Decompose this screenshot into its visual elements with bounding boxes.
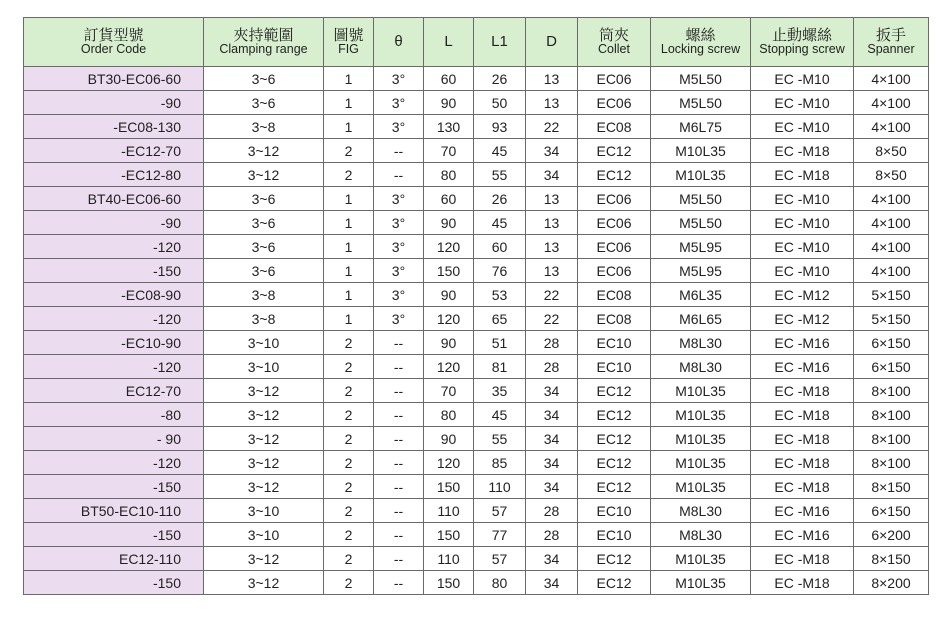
collet-cell: EC12: [578, 451, 651, 475]
collet-cell: EC08: [578, 307, 651, 331]
spanner-cell: 6×150: [854, 331, 929, 355]
locking-screw-cell: M10L35: [651, 139, 751, 163]
l-cell: 120: [424, 307, 474, 331]
order-code-cell: -150: [24, 475, 204, 499]
table-row: [24, 403, 929, 427]
fig-cell: 2: [324, 475, 374, 499]
stopping-screw-cell: EC -M16: [751, 355, 854, 379]
locking-screw-cell: M8L30: [651, 499, 751, 523]
order-code-cell: - 90: [24, 427, 204, 451]
locking-screw-cell: M10L35: [651, 379, 751, 403]
table-row: [24, 427, 929, 451]
d-cell: 13: [526, 211, 578, 235]
collet-cell: EC12: [578, 571, 651, 595]
order-code-cell: -120: [24, 355, 204, 379]
theta-cell: 3°: [374, 259, 424, 283]
d-cell: 34: [526, 547, 578, 571]
stopping-screw-cell: EC -M18: [751, 427, 854, 451]
locking-screw-cell: M5L50: [651, 67, 751, 91]
spanner-cell: 8×150: [854, 547, 929, 571]
table-row: [24, 67, 929, 91]
l-cell: 90: [424, 211, 474, 235]
order-code-cell: BT30-EC06-60: [24, 67, 204, 91]
fig-cell: 1: [324, 67, 374, 91]
fig-cell: 1: [324, 211, 374, 235]
clamping-range-cell: 3~10: [204, 331, 324, 355]
l-cell: 110: [424, 499, 474, 523]
l-cell: 90: [424, 283, 474, 307]
header-clamping-en: Clamping range: [219, 42, 308, 57]
header-order-code-en: Order Code: [80, 42, 147, 57]
l-cell: 70: [424, 379, 474, 403]
l1-cell: 57: [474, 499, 526, 523]
fig-cell: 2: [324, 331, 374, 355]
spanner-cell: 4×100: [854, 235, 929, 259]
order-code-cell: -150: [24, 571, 204, 595]
header-theta: [374, 18, 424, 67]
collet-cell: EC06: [578, 67, 651, 91]
header-order-code: [24, 18, 204, 67]
header-d-label: D: [546, 32, 557, 50]
fig-cell: 1: [324, 115, 374, 139]
table-row: [24, 475, 929, 499]
d-cell: 34: [526, 451, 578, 475]
order-code-cell: EC12-70: [24, 379, 204, 403]
spanner-cell: 4×100: [854, 211, 929, 235]
l-cell: 90: [424, 427, 474, 451]
theta-cell: 3°: [374, 283, 424, 307]
theta-cell: --: [374, 139, 424, 163]
spanner-cell: 4×100: [854, 67, 929, 91]
d-cell: 13: [526, 259, 578, 283]
table-row: [24, 451, 929, 475]
stopping-screw-cell: EC -M16: [751, 499, 854, 523]
collet-cell: EC06: [578, 259, 651, 283]
spanner-cell: 8×100: [854, 379, 929, 403]
stopping-screw-cell: EC -M10: [751, 211, 854, 235]
l-cell: 90: [424, 91, 474, 115]
collet-cell: EC08: [578, 115, 651, 139]
table-row: [24, 211, 929, 235]
clamping-range-cell: 3~10: [204, 499, 324, 523]
table-row: [24, 115, 929, 139]
l1-cell: 76: [474, 259, 526, 283]
table-row: [24, 283, 929, 307]
collet-cell: EC06: [578, 187, 651, 211]
collet-cell: EC12: [578, 475, 651, 499]
fig-cell: 2: [324, 571, 374, 595]
locking-screw-cell: M5L50: [651, 211, 751, 235]
l1-cell: 55: [474, 427, 526, 451]
d-cell: 34: [526, 403, 578, 427]
l-cell: 150: [424, 571, 474, 595]
fig-cell: 2: [324, 499, 374, 523]
l1-cell: 45: [474, 403, 526, 427]
fig-cell: 1: [324, 283, 374, 307]
l1-cell: 26: [474, 67, 526, 91]
l1-cell: 93: [474, 115, 526, 139]
l-cell: 70: [424, 139, 474, 163]
stopping-screw-cell: EC -M18: [751, 403, 854, 427]
collet-cell: EC10: [578, 499, 651, 523]
table-row: [24, 523, 929, 547]
spanner-cell: 4×100: [854, 259, 929, 283]
stopping-screw-cell: EC -M10: [751, 235, 854, 259]
stopping-screw-cell: EC -M10: [751, 91, 854, 115]
table-row: [24, 139, 929, 163]
theta-cell: 3°: [374, 187, 424, 211]
locking-screw-cell: M6L65: [651, 307, 751, 331]
collet-cell: EC12: [578, 139, 651, 163]
header-fig: [324, 18, 374, 67]
l1-cell: 110: [474, 475, 526, 499]
fig-cell: 1: [324, 187, 374, 211]
spanner-cell: 8×50: [854, 139, 929, 163]
l-cell: 120: [424, 355, 474, 379]
order-code-cell: -120: [24, 307, 204, 331]
clamping-range-cell: 3~12: [204, 571, 324, 595]
l1-cell: 77: [474, 523, 526, 547]
l-cell: 60: [424, 67, 474, 91]
locking-screw-cell: M10L35: [651, 475, 751, 499]
collet-cell: EC10: [578, 331, 651, 355]
clamping-range-cell: 3~8: [204, 307, 324, 331]
l1-cell: 85: [474, 451, 526, 475]
stopping-screw-cell: EC -M18: [751, 571, 854, 595]
collet-cell: EC10: [578, 355, 651, 379]
spanner-cell: 8×200: [854, 571, 929, 595]
header-d: [526, 18, 578, 67]
fig-cell: 1: [324, 235, 374, 259]
l-cell: 120: [424, 451, 474, 475]
fig-cell: 2: [324, 379, 374, 403]
locking-screw-cell: M10L35: [651, 427, 751, 451]
order-code-cell: -120: [24, 451, 204, 475]
header-collet-cn: 筒夾: [598, 25, 629, 44]
order-code-cell: -EC12-70: [24, 139, 204, 163]
l1-cell: 45: [474, 139, 526, 163]
order-code-cell: EC12-110: [24, 547, 204, 571]
l1-cell: 26: [474, 187, 526, 211]
stopping-screw-cell: EC -M18: [751, 451, 854, 475]
table-row: [24, 499, 929, 523]
l-cell: 150: [424, 475, 474, 499]
clamping-range-cell: 3~6: [204, 259, 324, 283]
d-cell: 34: [526, 571, 578, 595]
clamping-range-cell: 3~6: [204, 187, 324, 211]
collet-cell: EC06: [578, 91, 651, 115]
clamping-range-cell: 3~12: [204, 379, 324, 403]
clamping-range-cell: 3~12: [204, 427, 324, 451]
l1-cell: 80: [474, 571, 526, 595]
stopping-screw-cell: EC -M10: [751, 259, 854, 283]
locking-screw-cell: M10L35: [651, 451, 751, 475]
order-code-cell: -80: [24, 403, 204, 427]
header-l-label: L: [444, 32, 453, 50]
locking-screw-cell: M8L30: [651, 355, 751, 379]
stopping-screw-cell: EC -M18: [751, 139, 854, 163]
d-cell: 22: [526, 307, 578, 331]
l-cell: 130: [424, 115, 474, 139]
d-cell: 34: [526, 427, 578, 451]
theta-cell: --: [374, 547, 424, 571]
header-fig-en: FIG: [338, 42, 359, 57]
header-stopping-screw: [751, 18, 854, 67]
d-cell: 28: [526, 499, 578, 523]
collet-cell: EC12: [578, 163, 651, 187]
d-cell: 28: [526, 331, 578, 355]
header-clamping-cn: 夾持範圍: [233, 25, 294, 44]
stopping-screw-cell: EC -M16: [751, 331, 854, 355]
spanner-cell: 4×100: [854, 91, 929, 115]
clamping-range-cell: 3~12: [204, 475, 324, 499]
theta-cell: --: [374, 451, 424, 475]
order-code-cell: -EC12-80: [24, 163, 204, 187]
spanner-cell: 6×150: [854, 499, 929, 523]
d-cell: 34: [526, 475, 578, 499]
table-header: [24, 18, 929, 67]
table-row: [24, 571, 929, 595]
header-l1: [474, 18, 526, 67]
clamping-range-cell: 3~10: [204, 355, 324, 379]
clamping-range-cell: 3~6: [204, 67, 324, 91]
l-cell: 80: [424, 403, 474, 427]
table-row: [24, 547, 929, 571]
spanner-cell: 4×100: [854, 115, 929, 139]
locking-screw-cell: M10L35: [651, 547, 751, 571]
order-code-cell: -EC10-90: [24, 331, 204, 355]
stopping-screw-cell: EC -M10: [751, 67, 854, 91]
fig-cell: 2: [324, 355, 374, 379]
collet-cell: EC12: [578, 547, 651, 571]
locking-screw-cell: M5L95: [651, 259, 751, 283]
stopping-screw-cell: EC -M12: [751, 283, 854, 307]
order-code-cell: -150: [24, 259, 204, 283]
locking-screw-cell: M6L75: [651, 115, 751, 139]
l1-cell: 50: [474, 91, 526, 115]
locking-screw-cell: M10L35: [651, 571, 751, 595]
locking-screw-cell: M8L30: [651, 523, 751, 547]
header-spanner-cn: 扳手: [875, 25, 906, 44]
collet-cell: EC06: [578, 235, 651, 259]
spanner-cell: 5×150: [854, 283, 929, 307]
clamping-range-cell: 3~12: [204, 139, 324, 163]
locking-screw-cell: M5L50: [651, 91, 751, 115]
collet-cell: EC12: [578, 427, 651, 451]
l-cell: 90: [424, 331, 474, 355]
spanner-cell: 8×100: [854, 403, 929, 427]
theta-cell: --: [374, 355, 424, 379]
clamping-range-cell: 3~12: [204, 547, 324, 571]
stopping-screw-cell: EC -M10: [751, 115, 854, 139]
table-row: [24, 163, 929, 187]
fig-cell: 1: [324, 307, 374, 331]
l1-cell: 65: [474, 307, 526, 331]
table-row: [24, 379, 929, 403]
l1-cell: 35: [474, 379, 526, 403]
locking-screw-cell: M10L35: [651, 163, 751, 187]
header-collet: [578, 18, 651, 67]
theta-cell: 3°: [374, 307, 424, 331]
fig-cell: 2: [324, 139, 374, 163]
fig-cell: 2: [324, 163, 374, 187]
order-code-cell: -150: [24, 523, 204, 547]
d-cell: 28: [526, 523, 578, 547]
locking-screw-cell: M5L50: [651, 187, 751, 211]
header-stopping-en: Stopping screw: [759, 42, 845, 57]
header-locking-cn: 螺絲: [685, 25, 716, 44]
clamping-range-cell: 3~10: [204, 523, 324, 547]
collet-cell: EC12: [578, 379, 651, 403]
l1-cell: 81: [474, 355, 526, 379]
table-body: [24, 67, 929, 595]
header-fig-cn: 圖號: [333, 25, 364, 44]
l1-cell: 53: [474, 283, 526, 307]
spanner-cell: 8×50: [854, 163, 929, 187]
stopping-screw-cell: EC -M10: [751, 187, 854, 211]
d-cell: 34: [526, 163, 578, 187]
theta-cell: --: [374, 379, 424, 403]
d-cell: 13: [526, 187, 578, 211]
header-spanner-en: Spanner: [867, 42, 915, 57]
d-cell: 13: [526, 91, 578, 115]
d-cell: 22: [526, 283, 578, 307]
theta-cell: --: [374, 163, 424, 187]
l1-cell: 60: [474, 235, 526, 259]
stopping-screw-cell: EC -M18: [751, 547, 854, 571]
fig-cell: 1: [324, 259, 374, 283]
header-order-code-cn: 訂貨型號: [83, 25, 144, 44]
table-row: [24, 355, 929, 379]
fig-cell: 2: [324, 523, 374, 547]
l1-cell: 51: [474, 331, 526, 355]
spanner-cell: 8×150: [854, 475, 929, 499]
table-row: [24, 307, 929, 331]
l1-cell: 45: [474, 211, 526, 235]
header-locking-en: Locking screw: [660, 42, 741, 57]
table-row: [24, 187, 929, 211]
theta-cell: 3°: [374, 67, 424, 91]
order-code-cell: -90: [24, 91, 204, 115]
l1-cell: 55: [474, 163, 526, 187]
table-row: [24, 235, 929, 259]
spanner-cell: 4×100: [854, 187, 929, 211]
fig-cell: 1: [324, 91, 374, 115]
header-l: [424, 18, 474, 67]
header-theta-label: θ: [394, 32, 403, 50]
l-cell: 150: [424, 259, 474, 283]
stopping-screw-cell: EC -M18: [751, 163, 854, 187]
theta-cell: --: [374, 403, 424, 427]
collet-cell: EC10: [578, 523, 651, 547]
order-code-cell: -EC08-90: [24, 283, 204, 307]
locking-screw-cell: M10L35: [651, 403, 751, 427]
header-collet-en: Collet: [598, 42, 630, 57]
stopping-screw-cell: EC -M12: [751, 307, 854, 331]
fig-cell: 2: [324, 547, 374, 571]
d-cell: 28: [526, 355, 578, 379]
clamping-range-cell: 3~6: [204, 91, 324, 115]
fig-cell: 2: [324, 451, 374, 475]
spanner-cell: 5×150: [854, 307, 929, 331]
clamping-range-cell: 3~8: [204, 115, 324, 139]
d-cell: 13: [526, 67, 578, 91]
header-clamping-range: [204, 18, 324, 67]
l-cell: 120: [424, 235, 474, 259]
collet-cell: EC06: [578, 211, 651, 235]
collet-cell: EC12: [578, 403, 651, 427]
theta-cell: 3°: [374, 211, 424, 235]
locking-screw-cell: M5L95: [651, 235, 751, 259]
table-row: [24, 259, 929, 283]
theta-cell: 3°: [374, 91, 424, 115]
order-code-cell: BT40-EC06-60: [24, 187, 204, 211]
spanner-cell: 6×150: [854, 355, 929, 379]
d-cell: 34: [526, 139, 578, 163]
header-row: [24, 18, 929, 67]
locking-screw-cell: M6L35: [651, 283, 751, 307]
stopping-screw-cell: EC -M18: [751, 475, 854, 499]
d-cell: 22: [526, 115, 578, 139]
theta-cell: --: [374, 499, 424, 523]
header-stopping-cn: 止動螺絲: [771, 25, 832, 44]
table-row: [24, 91, 929, 115]
order-code-cell: -120: [24, 235, 204, 259]
clamping-range-cell: 3~6: [204, 211, 324, 235]
clamping-range-cell: 3~12: [204, 451, 324, 475]
spanner-cell: 6×200: [854, 523, 929, 547]
l-cell: 60: [424, 187, 474, 211]
locking-screw-cell: M8L30: [651, 331, 751, 355]
clamping-range-cell: 3~8: [204, 283, 324, 307]
clamping-range-cell: 3~6: [204, 235, 324, 259]
theta-cell: 3°: [374, 235, 424, 259]
header-spanner: [854, 18, 929, 67]
stopping-screw-cell: EC -M16: [751, 523, 854, 547]
l-cell: 80: [424, 163, 474, 187]
collet-cell: EC08: [578, 283, 651, 307]
l1-cell: 57: [474, 547, 526, 571]
l-cell: 150: [424, 523, 474, 547]
spanner-cell: 8×100: [854, 451, 929, 475]
order-code-cell: BT50-EC10-110: [24, 499, 204, 523]
clamping-range-cell: 3~12: [204, 403, 324, 427]
theta-cell: --: [374, 331, 424, 355]
spec-table: [23, 17, 929, 595]
order-code-cell: -EC08-130: [24, 115, 204, 139]
fig-cell: 2: [324, 427, 374, 451]
table-row: [24, 331, 929, 355]
clamping-range-cell: 3~12: [204, 163, 324, 187]
theta-cell: 3°: [374, 115, 424, 139]
fig-cell: 2: [324, 403, 374, 427]
stopping-screw-cell: EC -M18: [751, 379, 854, 403]
d-cell: 34: [526, 379, 578, 403]
header-l1-label: L1: [491, 32, 508, 50]
d-cell: 13: [526, 235, 578, 259]
theta-cell: --: [374, 571, 424, 595]
l-cell: 110: [424, 547, 474, 571]
order-code-cell: -90: [24, 211, 204, 235]
theta-cell: --: [374, 475, 424, 499]
spanner-cell: 8×100: [854, 427, 929, 451]
header-locking-screw: [651, 18, 751, 67]
theta-cell: --: [374, 523, 424, 547]
theta-cell: --: [374, 427, 424, 451]
